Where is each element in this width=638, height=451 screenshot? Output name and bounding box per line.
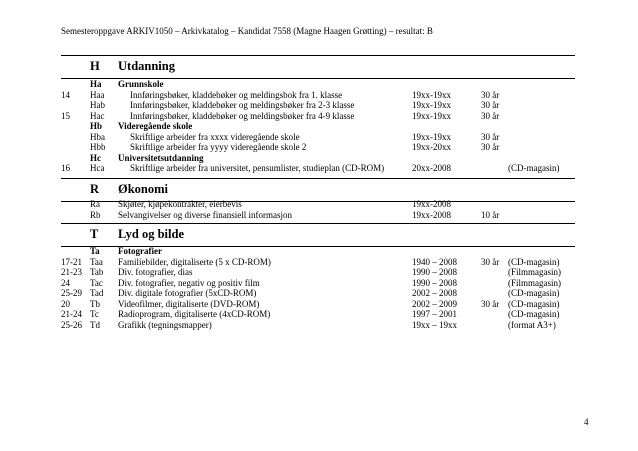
- retention-period: 30 år: [481, 256, 500, 267]
- box-number: 15: [61, 110, 70, 121]
- catalog-row: [61, 210, 581, 221]
- catalog-row: [61, 199, 581, 210]
- series-description: Skriftlige arbeider fra xxxx videregående skole: [130, 131, 300, 142]
- storage-location: (CD-magasin): [508, 298, 560, 309]
- series-description: Skriftlige arbeider fra yyyy videregående skole 2: [130, 142, 307, 152]
- section-title: Lyd og bilde: [118, 227, 184, 241]
- section-title: Økonomi: [118, 182, 169, 196]
- series-description: Div. digitale fotografier (5xCD-ROM): [118, 288, 257, 298]
- series-code: Tc: [90, 309, 99, 319]
- group-row: [61, 79, 581, 90]
- retention-period: 30 år: [481, 100, 500, 110]
- box-number: 20: [61, 298, 70, 309]
- date-range: 1990 – 2008: [412, 277, 457, 288]
- catalog-row: [61, 267, 581, 278]
- date-range: 2002 – 2008: [412, 288, 457, 298]
- catalog-row: [61, 320, 581, 331]
- date-range: 19xx-19xx: [412, 100, 451, 110]
- series-code: Tac: [90, 277, 103, 288]
- series-description: Videregående skole: [118, 121, 193, 131]
- series-description: Universitetsutdanning: [118, 152, 204, 163]
- series-code: Hc: [90, 152, 101, 163]
- series-code: Rb: [90, 209, 101, 220]
- date-range: 1940 – 2008: [412, 256, 457, 267]
- date-range: 19xx-2008: [412, 209, 451, 220]
- section-code: H: [90, 59, 100, 73]
- date-range: 20xx-2008: [412, 163, 451, 173]
- series-code: Taa: [90, 256, 103, 267]
- group-row: [61, 121, 581, 132]
- series-description: Fotografier: [118, 246, 162, 256]
- series-code: Hbb: [90, 142, 106, 152]
- box-number: 25-26: [61, 319, 82, 330]
- retention-period: 30 år: [481, 142, 500, 152]
- section-rows: [61, 246, 581, 330]
- section-rows: [61, 79, 581, 174]
- catalog-row: [61, 288, 581, 299]
- section-rows: [61, 199, 581, 220]
- series-code: Td: [90, 319, 100, 330]
- catalog-row: [61, 142, 581, 153]
- series-description: Familiebilder, digitaliserte (5 x CD-ROM): [118, 256, 271, 267]
- series-description: Innføringsbøker, kladdebøker og meldingsbøker fra 2-3 klasse: [130, 100, 355, 110]
- catalog-row: [61, 111, 581, 122]
- storage-location: (CD-magasin): [508, 163, 560, 173]
- catalog-row: [61, 299, 581, 310]
- date-range: 2002 – 2009: [412, 298, 457, 309]
- box-number: 24: [61, 277, 70, 288]
- date-range: 19xx-19xx: [412, 110, 451, 121]
- date-range: 19xx-19xx: [412, 89, 451, 100]
- series-description: Skriftlige arbeider fra universitet, pensumlister, studieplan (CD-ROM): [130, 163, 385, 173]
- series-description: Grafikk (tegningsmapper): [118, 319, 212, 330]
- series-code: Ta: [90, 246, 100, 256]
- date-range: 19xx – 19xx: [412, 319, 457, 330]
- box-number: 17-21: [61, 256, 82, 267]
- series-code: Tb: [90, 298, 100, 309]
- date-range: 19xx-19xx: [412, 131, 451, 142]
- retention-period: 30 år: [481, 131, 500, 142]
- storage-location: (CD-magasin): [508, 288, 560, 298]
- date-range: 1990 – 2008: [412, 267, 457, 277]
- storage-location: (format A3+): [508, 319, 556, 330]
- box-number: 21-24: [61, 309, 82, 319]
- series-code: Tad: [90, 288, 104, 298]
- series-code: Tab: [90, 267, 104, 277]
- box-number: 21-23: [61, 267, 82, 277]
- retention-period: 10 år: [481, 209, 500, 220]
- storage-location: (CD-magasin): [508, 309, 560, 319]
- retention-period: 30 år: [481, 298, 500, 309]
- box-number: 25-29: [61, 288, 82, 298]
- date-range: 19xx-2008: [412, 199, 451, 209]
- series-code: Ha: [90, 79, 102, 89]
- section-code: T: [90, 227, 99, 241]
- retention-period: 30 år: [481, 89, 500, 100]
- section-header: [61, 55, 575, 79]
- document-header: Semesteroppgave ARKIV1050 – Arkivkatalog – Kandidat 7558 (Magne Haagen Grøtting) – resultat: B: [61, 26, 433, 36]
- box-number: 16: [61, 163, 70, 173]
- catalog-row: [61, 90, 581, 101]
- group-row: [61, 246, 581, 257]
- page-number: 4: [584, 417, 589, 427]
- group-row: [61, 153, 581, 164]
- catalog-row: [61, 163, 581, 174]
- storage-location: (Filmmagasin): [508, 277, 561, 288]
- series-description: Grunnskole: [118, 79, 164, 89]
- storage-location: (CD-magasin): [508, 256, 560, 267]
- catalog-row: [61, 100, 581, 111]
- date-range: 1997 – 2001: [412, 309, 457, 319]
- date-range: 19xx-20xx: [412, 142, 451, 152]
- series-description: Radioprogram, digitaliserte (4xCD-ROM): [118, 309, 271, 319]
- series-description: Videofilmer, digitaliserte (DVD-ROM): [118, 298, 260, 309]
- catalog-row: [61, 132, 581, 143]
- series-code: Ra: [90, 199, 100, 209]
- series-code: Hca: [90, 163, 105, 173]
- storage-location: (Filmmagasin): [508, 267, 561, 277]
- section-header: [61, 223, 575, 247]
- retention-period: 30 år: [481, 110, 500, 121]
- section-code: R: [90, 182, 100, 196]
- catalog-row: [61, 278, 581, 289]
- section-title: Utdanning: [118, 59, 175, 73]
- series-code: Haa: [90, 89, 105, 100]
- box-number: 14: [61, 89, 70, 100]
- series-code: Hab: [90, 100, 105, 110]
- series-description: Selvangivelser og diverse finansiell informasjon: [118, 209, 292, 220]
- catalog-row: [61, 257, 581, 268]
- series-description: Innføringsbøker, kladdebøker og meldingsbok fra 1. klasse: [130, 89, 343, 100]
- catalog-row: [61, 309, 581, 320]
- series-code: Hb: [90, 121, 103, 131]
- series-code: Hac: [90, 110, 105, 121]
- series-description: Innføringsbøker, kladdebøker og meldingsbøker fra 4-9 klasse: [130, 110, 355, 121]
- series-description: Div. fotografier, negativ og positiv film: [118, 277, 260, 288]
- series-description: Div. fotografier, dias: [118, 267, 193, 277]
- series-code: Hba: [90, 131, 105, 142]
- series-description: Skjøter, kjøpekontrakter, eierbevis: [118, 199, 242, 209]
